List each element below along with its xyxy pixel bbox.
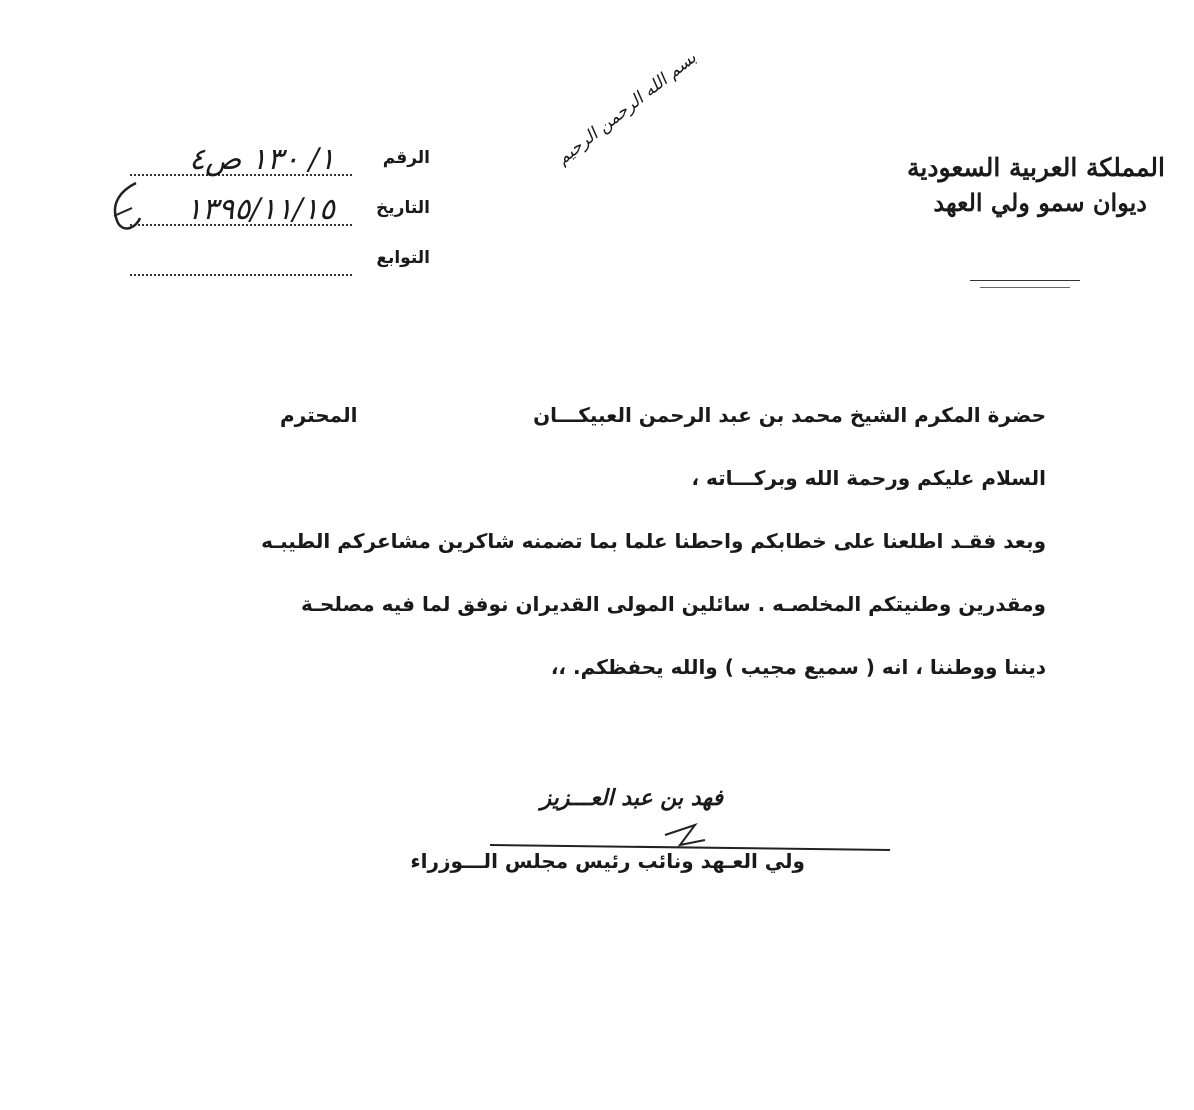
signatory-name: فهد بن عبد العـــزيز: [540, 785, 723, 811]
basmala-calligraphy: [553, 47, 710, 169]
date-label: التاريخ: [376, 198, 430, 218]
number-label: الرقم: [382, 148, 430, 168]
dotted-line: [130, 274, 352, 276]
letterhead-rule-secondary: [980, 287, 1070, 288]
letterhead-office: ديوان سمو ولي العهد: [933, 188, 1147, 217]
letter-body: [180, 395, 1046, 710]
honorific: المحترم: [280, 403, 358, 427]
greeting-line: السلام عليكم ورحمة الله وبركـــاته ،: [691, 466, 1046, 490]
number-row: [100, 140, 430, 190]
letterhead-kingdom: المملكة العربية السعودية: [906, 153, 1165, 182]
date-value: ١٣٩٥/١١/١٥: [185, 192, 335, 227]
date-row: [100, 190, 430, 240]
reference-block: [100, 140, 430, 290]
body-line-2: ومقدرين وطنيتكم المخلصـه . سائلين المولى القديران نوفق لما فيه مصلحـة: [301, 592, 1046, 616]
body-line-3: ديننا ووطننا ، انه ( سميع مجيب ) والله يحفظكم. ،،: [550, 655, 1046, 679]
letterhead: [905, 150, 1165, 220]
number-value: ١/ ١٣٠ ص٤: [188, 142, 335, 177]
address-line: [180, 395, 1046, 458]
handwritten-margin-mark-icon: [106, 178, 146, 238]
attachments-row: [100, 240, 430, 290]
letterhead-rule: [970, 280, 1080, 281]
body-line-1: وبعد فقـد اطلعنا على خطابكم واحطنا علما بما تضمنه شاكرين مشاعركم الطيبـه: [261, 529, 1046, 553]
attachments-label: التوابع: [376, 248, 430, 268]
signatory-title: ولي العـهد ونائب رئيس مجلس الـــوزراء: [410, 849, 805, 873]
address-text: حضرة المكرم الشيخ محمد بن عبد الرحمن العبيكـــان: [533, 403, 1046, 427]
basmala-text: بسم الله الرحمن الرحيم: [553, 47, 701, 169]
